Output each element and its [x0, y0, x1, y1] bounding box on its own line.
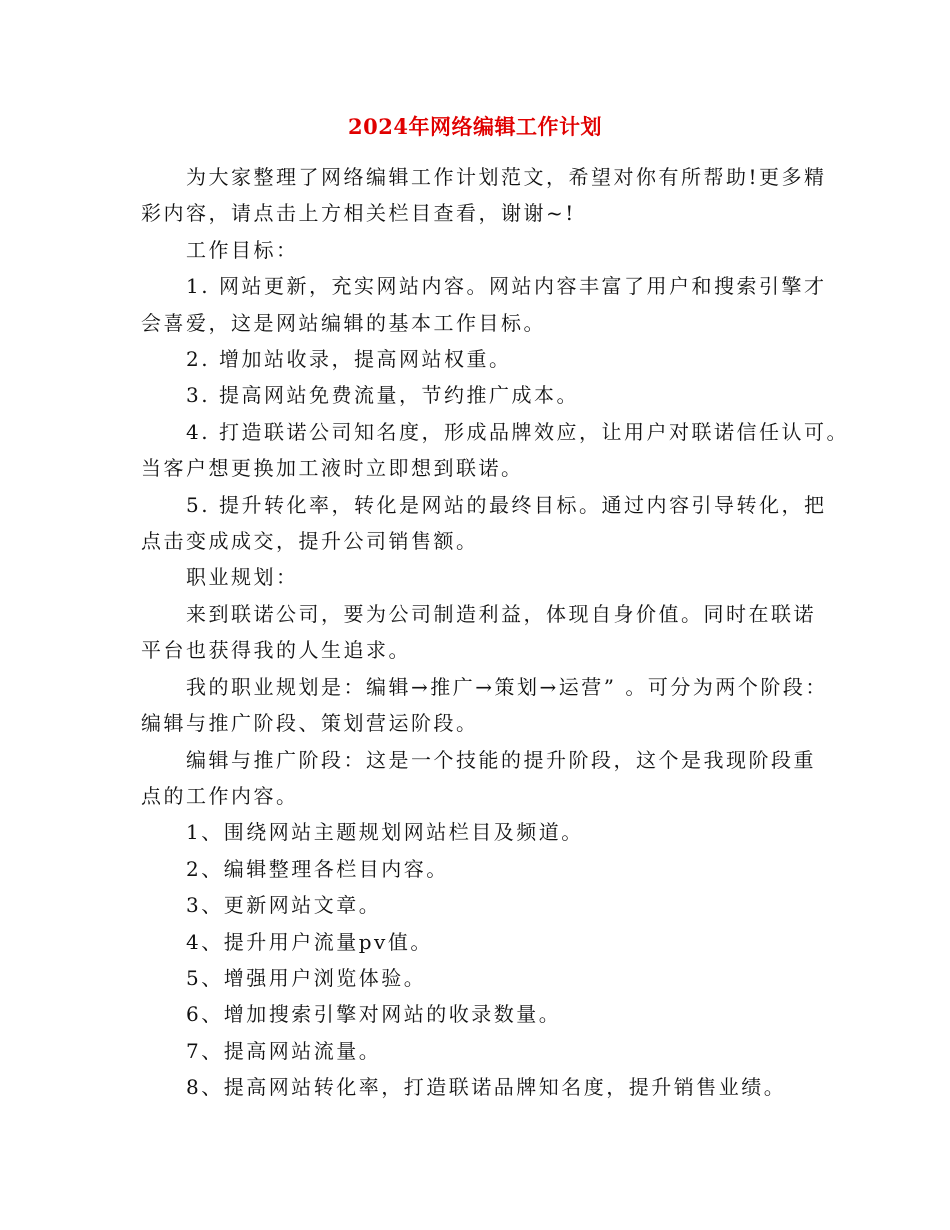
text-line: 3. 提高网站免费流量，节约推广成本。: [186, 383, 579, 408]
text-line: 1、围绕网站主题规划网站栏目及频道。: [186, 820, 584, 845]
list-item: [141, 341, 813, 377]
section-heading-goals: [141, 232, 813, 268]
paragraph-intro: [141, 159, 827, 232]
text-line: 编辑与推广阶段、策划营运阶段。: [141, 711, 479, 736]
list-item: [141, 1033, 813, 1069]
list-item: [141, 996, 813, 1032]
list-item: [141, 377, 813, 413]
list-item: [141, 487, 827, 560]
text-line: 编辑与推广阶段：这是一个技能的提升阶段，这个是我现阶段重: [186, 747, 816, 772]
list-item: [141, 960, 813, 996]
text-line: 6、增加搜索引擎对网站的收录数量。: [186, 1002, 562, 1027]
text-line: 7、提高网站流量。: [186, 1038, 382, 1063]
text-line: 当客户想更换加工液时立即想到联诺。: [141, 456, 524, 481]
text-line: 4. 打造联诺公司知名度，形成品牌效应，让用户对联诺信任认可。: [186, 419, 849, 444]
text-line: 2. 增加站收录，提高网站权重。: [186, 347, 512, 372]
document-title: 2024年网络编辑工作计划: [348, 114, 602, 139]
text-line: 点的工作内容。: [141, 783, 299, 808]
paragraph: [141, 742, 816, 815]
list-item: [141, 1069, 813, 1105]
text-line: 为大家整理了网络编辑工作计划范文，希望对你有所帮助!更多精: [186, 165, 827, 189]
document-body: [141, 159, 849, 1106]
text-line: 职业规划：: [186, 565, 299, 590]
paragraph: [141, 596, 816, 669]
text-line: 5、增强用户浏览体验。: [186, 965, 427, 990]
text-line: 5. 提升转化率，转化是网站的最终目标。通过内容引导转化，把: [186, 492, 827, 517]
list-item: [141, 887, 813, 923]
text-line: 会喜爱，这是网站编辑的基本工作目标。: [141, 310, 546, 335]
text-line: 平台也获得我的人生追求。: [141, 638, 411, 663]
paragraph: [141, 669, 828, 742]
text-line: 工作目标：: [186, 237, 299, 262]
section-heading-career: [141, 559, 813, 595]
text-line: 1. 网站更新，充实网站内容。网站内容丰富了用户和搜索引擎才: [186, 274, 827, 299]
text-line: 4、提升用户流量pv值。: [186, 929, 433, 954]
text-line: 8、提高网站转化率，打造联诺品牌知名度，提升销售业绩。: [186, 1075, 787, 1100]
text-line: 来到联诺公司，要为公司制造利益，体现自身价值。同时在联诺: [186, 601, 816, 626]
text-line: 3、更新网站文章。: [186, 893, 382, 918]
text-line: 我的职业规划是：编辑→推广→策划→运营” 。可分为两个阶段：: [186, 674, 828, 699]
list-item: [141, 851, 813, 887]
text-line: 点击变成成交，提升公司销售额。: [141, 529, 479, 554]
list-item: [141, 268, 827, 341]
list-item: [141, 414, 849, 487]
list-item: [141, 924, 813, 960]
text-line: 2、编辑整理各栏目内容。: [186, 856, 449, 881]
list-item: [141, 814, 813, 850]
text-line: 彩内容，请点击上方相关栏目查看，谢谢~!: [141, 201, 576, 226]
